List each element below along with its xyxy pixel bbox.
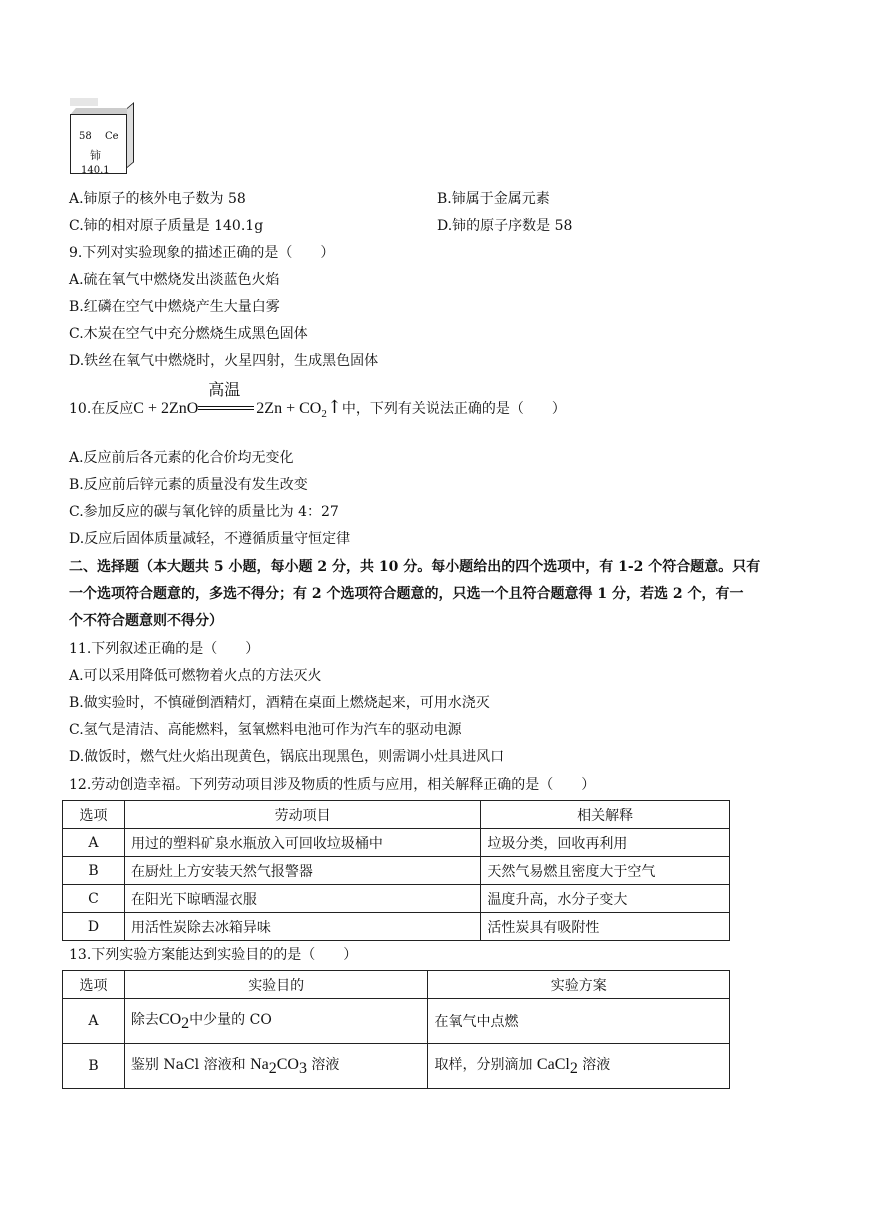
header-option: 选项 bbox=[63, 971, 125, 999]
row-purpose: 鉴别 NaCl 溶液和 Na2CO3 溶液 bbox=[124, 1044, 428, 1089]
atomic-mass: 140.1 bbox=[81, 165, 110, 176]
q10-option-b: B.反应前后锌元素的质量没有发生改变 bbox=[69, 477, 308, 493]
row-explanation: 温度升高，水分子变大 bbox=[481, 885, 730, 913]
row-purpose: 除去CO2中少量的 CO bbox=[124, 999, 428, 1044]
element-symbol: Ce bbox=[105, 131, 119, 142]
q9-stem: 9.下列对实验现象的描述正确的是（ ） bbox=[69, 245, 335, 261]
header-labor-item: 劳动项目 bbox=[124, 801, 480, 829]
row-plan: 在氧气中点燃 bbox=[428, 999, 730, 1044]
reaction-rhs: 2Zn + CO bbox=[256, 400, 322, 417]
q10-stem bbox=[69, 380, 566, 424]
q11-option-c: C.氢气是清洁、高能燃料，氢氧燃料电池可作为汽车的驱动电源 bbox=[69, 722, 462, 738]
q11-option-a: A.可以采用降低可燃物着火点的方法灭火 bbox=[69, 668, 322, 684]
q10-option-c: C.参加反应的碳与氧化锌的质量比为 4：27 bbox=[69, 504, 339, 520]
table-header-row bbox=[63, 971, 730, 999]
table-row bbox=[63, 913, 730, 941]
table-row bbox=[63, 1044, 730, 1089]
row-explanation: 垃圾分类，回收再利用 bbox=[481, 829, 730, 857]
q9-option-d: D.铁丝在氧气中燃烧时，火星四射，生成黑色固体 bbox=[69, 353, 379, 369]
row-option: A bbox=[63, 829, 125, 857]
q9-option-a: A.硫在氧气中燃烧发出淡蓝色火焰 bbox=[69, 272, 280, 288]
section2-line2: 一个选项符合题意的，多选不得分；有 2 个选项符合题意的，只选一个且符合题意得 1 分，若选 2 个，有一 bbox=[69, 586, 744, 602]
reaction-condition-arrow bbox=[198, 380, 256, 416]
row-option: C bbox=[63, 885, 125, 913]
table-row bbox=[63, 857, 730, 885]
q10-option-d: D.反应后固体质量减轻，不遵循质量守恒定律 bbox=[69, 531, 351, 547]
q8-option-a: A.铈原子的核外电子数为 58 bbox=[69, 191, 246, 207]
card-side-face bbox=[127, 102, 134, 168]
header-option: 选项 bbox=[63, 801, 125, 829]
row-explanation: 天然气易燃且密度大于空气 bbox=[481, 857, 730, 885]
gas-arrow: ↑ bbox=[326, 397, 342, 418]
q10-suffix: 中，下列有关说法正确的是（ ） bbox=[341, 401, 566, 417]
q13-table bbox=[62, 970, 730, 1089]
row-labor-item: 用活性炭除去冰箱异味 bbox=[124, 913, 480, 941]
row-labor-item: 在阳光下晾晒湿衣服 bbox=[124, 885, 480, 913]
header-plan: 实验方案 bbox=[428, 971, 730, 999]
row-option: D bbox=[63, 913, 125, 941]
q8-option-c: C.铈的相对原子质量是 140.1g bbox=[69, 218, 264, 234]
q10-option-a: A.反应前后各元素的化合价均无变化 bbox=[69, 450, 294, 466]
row-option: B bbox=[63, 857, 125, 885]
q11-stem: 11.下列叙述正确的是（ ） bbox=[69, 641, 260, 657]
table-row bbox=[63, 999, 730, 1044]
section2-line3: 个不符合题意则不得分） bbox=[69, 613, 223, 629]
atomic-number: 58 bbox=[79, 131, 92, 142]
q8-option-b: B.铈属于金属元素 bbox=[437, 191, 550, 207]
row-labor-item: 在厨灶上方安装天然气报警器 bbox=[124, 857, 480, 885]
element-card-cerium bbox=[70, 108, 134, 176]
row-plan: 取样，分别滴加 CaCl2 溶液 bbox=[428, 1044, 730, 1089]
row-explanation: 活性炭具有吸附性 bbox=[481, 913, 730, 941]
header-explanation: 相关解释 bbox=[481, 801, 730, 829]
q10-prefix: 10.在反应 bbox=[69, 401, 134, 417]
table-row bbox=[63, 885, 730, 913]
card-shadow bbox=[70, 98, 98, 106]
q12-table bbox=[62, 800, 730, 941]
reaction-lhs: C + 2ZnO bbox=[133, 400, 199, 417]
q11-option-d: D.做饭时，燃气灶火焰出现黄色，锅底出现黑色，则需调小灶具进风口 bbox=[69, 749, 505, 765]
card-front-face bbox=[70, 114, 127, 174]
reaction-rhs-subscript: 2 bbox=[321, 408, 327, 420]
row-option: A bbox=[63, 999, 125, 1044]
table-row bbox=[63, 829, 730, 857]
q9-option-c: C.木炭在空气中充分燃烧生成黑色固体 bbox=[69, 326, 308, 342]
row-option: B bbox=[63, 1044, 125, 1089]
q13-stem: 13.下列实验方案能达到实验目的的是（ ） bbox=[69, 947, 358, 963]
header-purpose: 实验目的 bbox=[124, 971, 428, 999]
q11-option-b: B.做实验时，不慎碰倒酒精灯，酒精在桌面上燃烧起来，可用水浇灭 bbox=[69, 695, 490, 711]
row-labor-item: 用过的塑料矿泉水瓶放入可回收垃圾桶中 bbox=[124, 829, 480, 857]
section2-line1: 二、选择题（本大题共 5 小题，每小题 2 分，共 10 分。每小题给出的四个选项中，有 1-2 个符合题意。只有 bbox=[69, 559, 761, 575]
q12-stem: 12.劳动创造幸福。下列劳动项目涉及物质的性质与应用，相关解释正确的是（ ） bbox=[69, 777, 596, 793]
q8-option-d: D.铈的原子序数是 58 bbox=[437, 218, 573, 234]
q9-option-b: B.红磷在空气中燃烧产生大量白雾 bbox=[69, 299, 280, 315]
element-name: 铈 bbox=[90, 149, 101, 162]
reaction-condition: 高温 bbox=[208, 380, 241, 399]
table-header-row bbox=[63, 801, 730, 829]
